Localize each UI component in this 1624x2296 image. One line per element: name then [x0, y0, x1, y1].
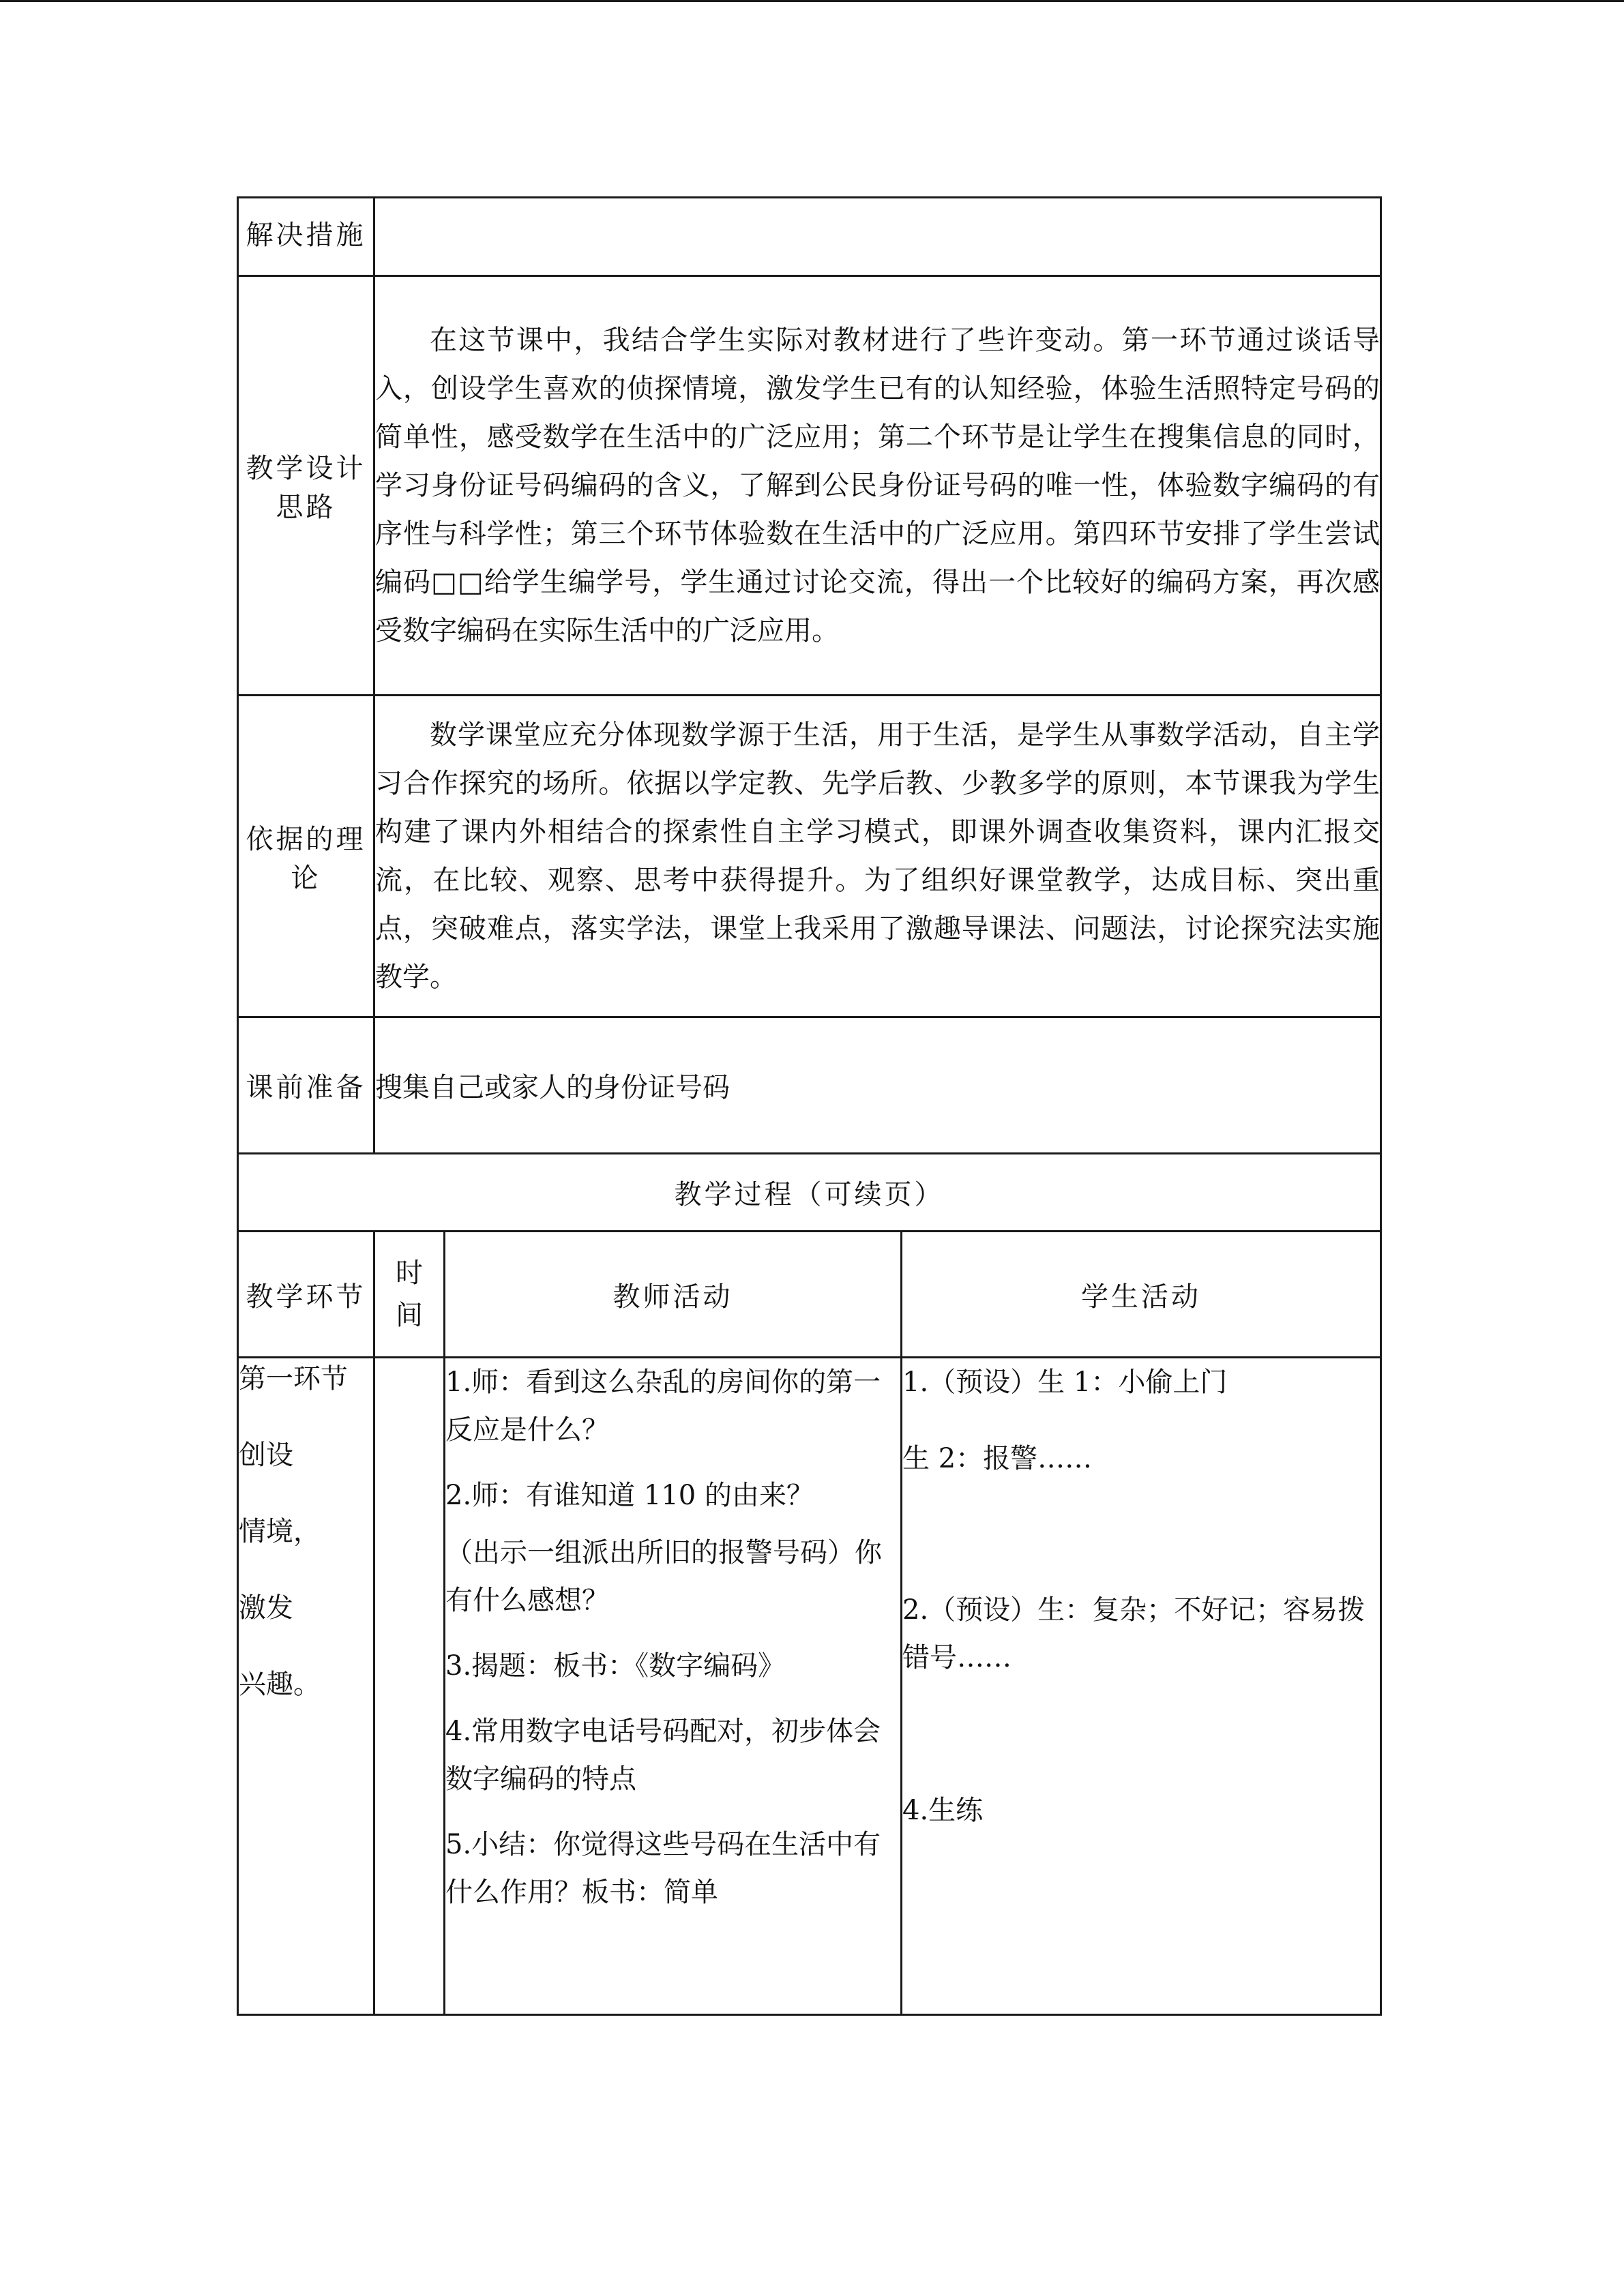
lesson-plan-table: [237, 196, 1382, 2016]
student-item: 4.生练: [902, 1795, 984, 1826]
teacher-item: 2.师：有谁知道 110 的由来？: [445, 1480, 814, 1511]
prep-content: 搜集自己或家人的身份证号码: [374, 1017, 1381, 1154]
theory-content: [374, 696, 1381, 1017]
row-process-heading: [238, 1154, 1381, 1232]
row-solution: [238, 198, 1381, 276]
stage-line: 兴趣。: [239, 1669, 321, 1700]
solution-label: 解决措施: [238, 198, 374, 276]
teacher-item: 1.师：看到这么杂乱的房间你的第一反应是什么？: [445, 1367, 881, 1446]
student-activity-cell: [902, 1358, 1381, 2015]
student-item: 生 2：报警……: [902, 1443, 1093, 1474]
student-column-header: 学生活动: [902, 1232, 1381, 1358]
theory-label: 依据的理论: [238, 696, 374, 1017]
time-header-char-2: 间: [396, 1300, 423, 1331]
stage-column-header: 教学环节: [238, 1232, 374, 1358]
row-design: [238, 276, 1381, 696]
design-text: 在这节课中，我结合学生实际对教材进行了些许变动。第一环节通过谈话导入，创设学生喜欢的侦探情境，激发学生已有的认知经验，体验生活照特定号码的简单性，感受数学在生活中的广泛应用；第二个环节是让学生在搜集信息的同时，学习身份证号码编码的含义，了解到公民身份证号码的唯一性，体验数字编码的有序性与科学性；第三个环节体验数在生活中的广泛应用。第四环节安排了学生尝试编码□□给学生编学号，学生通过讨论交流，得出一个比较好的编码方案，再次感受数字编码在实际生活中的广泛应用。: [375, 324, 1380, 646]
stage-line: 激发: [239, 1592, 293, 1624]
teacher-item: 4.常用数字电话号码配对，初步体会数字编码的特点: [445, 1716, 881, 1795]
stage-line: 情境，: [239, 1516, 321, 1547]
design-content: [374, 276, 1381, 696]
teacher-column-header: 教师活动: [445, 1232, 902, 1358]
row-column-headers: [238, 1232, 1381, 1358]
process-heading: 教学过程（可续页）: [238, 1154, 1381, 1232]
row-stage-one: [238, 1358, 1381, 2015]
student-item: 2.（预设）生：复杂；不好记；容易拨错号……: [902, 1594, 1365, 1673]
stage-cell: [238, 1358, 374, 2015]
theory-text: 数学课堂应充分体现数学源于生活，用于生活，是学生从事数学活动，自主学习合作探究的场所。依据以学定教、先学后教、少教多学的原则，本节课我为学生构建了课内外相结合的探索性自主学习模式，即课外调查收集资料，课内汇报交流，在比较、观察、思考中获得提升。为了组织好课堂教学，达成目标、突出重点，突破难点，落实学法，课堂上我采用了激趣导课法、问题法，讨论探究法实施教学。: [375, 719, 1380, 993]
student-item: 1.（预设）生 1：小偷上门: [902, 1367, 1228, 1398]
teacher-activity-cell: [445, 1358, 902, 2015]
page-top-border: [0, 0, 1624, 2]
solution-content: [374, 198, 1381, 276]
prep-label: 课前准备: [238, 1017, 374, 1154]
teacher-item: 5.小结：你觉得这些号码在生活中有什么作用？板书：简单: [445, 1829, 881, 1908]
design-label: 教学设计思路: [238, 276, 374, 696]
time-column-header: [374, 1232, 445, 1358]
teacher-item: 3.揭题：板书：《数字编码》: [445, 1650, 786, 1682]
time-header-char-1: 时: [396, 1257, 423, 1289]
time-cell: [374, 1358, 445, 2015]
stage-line: 第一环节: [239, 1363, 348, 1395]
stage-line: 创设: [239, 1440, 293, 1471]
row-theory: [238, 696, 1381, 1017]
row-prep: [238, 1017, 1381, 1154]
teacher-item: （出示一组派出所旧的报警号码）你有什么感想？: [445, 1537, 882, 1616]
